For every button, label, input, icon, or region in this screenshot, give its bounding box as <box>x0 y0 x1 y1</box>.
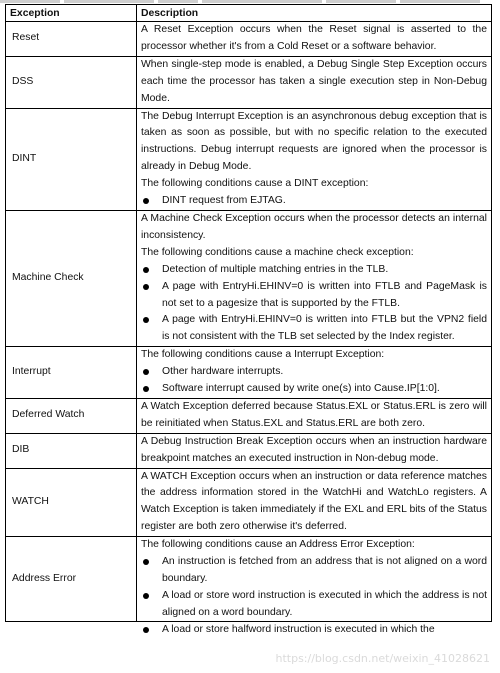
description-paragraph: The following conditions cause an Address Error Exception: <box>141 539 415 551</box>
bullet-dot-icon <box>143 317 149 323</box>
bullet-dot-icon <box>143 559 149 565</box>
bullet-item <box>141 381 487 398</box>
exception-name: WATCH <box>6 468 137 537</box>
exception-description <box>137 537 492 635</box>
description-paragraph: A Machine Check Exception occurs when the processor detects an internal inconsistency. <box>141 212 487 241</box>
exception-description <box>137 210 492 346</box>
bullet-item <box>141 193 487 210</box>
exception-description <box>137 468 492 537</box>
table-row <box>6 56 492 108</box>
description-paragraph: A Reset Exception occurs when the Reset signal is asserted to the processor whether it's from a Cold Reset or a software behavior. <box>141 24 487 52</box>
table-row <box>6 537 492 622</box>
bullet-dot-icon <box>143 267 149 273</box>
exception-description <box>137 108 492 210</box>
exception-description <box>137 22 492 57</box>
exception-description <box>137 398 492 433</box>
header-exception: Exception <box>6 5 137 22</box>
watermark: https://blog.csdn.net/weixin_41028621 <box>275 652 490 665</box>
description-paragraph: When single-step mode is enabled, a Debug Single Step Exception occurs each time the processor has taken a single execution step in Non-Debug Mode. <box>141 58 487 104</box>
exception-name: DIB <box>6 433 137 468</box>
bullet-dot-icon <box>143 593 149 599</box>
bullet-text: A load or store word instruction is executed in which the address is not aligned on a word boundary. <box>162 589 487 618</box>
table-row <box>6 468 492 537</box>
exception-description <box>137 433 492 468</box>
exception-name: Address Error <box>6 537 137 622</box>
exception-name: Interrupt <box>6 347 137 399</box>
bullet-text: A page with EntryHi.EHINV=0 is written into FTLB but the VPN2 field is not consistent with the TLB set selected by the Index register. <box>162 314 487 343</box>
table-body <box>6 22 492 635</box>
table-row <box>6 210 492 346</box>
description-paragraph: A WATCH Exception occurs when an instruction or data reference matches the address information stored in the WatchHi and WatchLo registers. A Watch Exception is taken immediately if the EXL and ERL bits of the Status register are both zero otherwise it's deferred. <box>141 470 487 533</box>
description-paragraph: A Debug Instruction Break Exception occurs when an instruction hardware breakpoint matches an executed instruction in Non-debug mode. <box>141 435 487 464</box>
bullet-item <box>141 279 487 313</box>
description-paragraph: The Debug Interrupt Exception is an asynchronous debug exception that is taken as soon as possible, but with no specific relation to the executed instructions. Debug interrupt requests are ignored when the processor is already in Debug Mode. <box>141 110 487 173</box>
exception-name: Reset <box>6 22 137 57</box>
bullet-item <box>141 364 487 381</box>
bullet-dot-icon <box>143 369 149 375</box>
bullet-dot-icon <box>143 627 149 633</box>
description-paragraph: The following conditions cause a Interrupt Exception: <box>141 349 385 361</box>
bullet-item <box>141 312 487 346</box>
exception-name: Machine Check <box>6 210 137 346</box>
bullet-dot-icon <box>143 284 149 290</box>
exception-description <box>137 56 492 108</box>
table-row <box>6 108 492 210</box>
exception-name: DINT <box>6 108 137 210</box>
bullet-text: A page with EntryHi.EHINV=0 is written into FTLB and PageMask is not set to a pagesize that is supported by the FTLB. <box>162 280 487 309</box>
table-row <box>6 398 492 433</box>
description-paragraph: The following conditions cause a DINT exception: <box>141 178 369 190</box>
bullet-item <box>141 588 487 622</box>
bullet-dot-icon <box>143 198 149 204</box>
table-row <box>6 433 492 468</box>
bullet-text: Detection of multiple matching entries in the TLB. <box>162 263 389 275</box>
bullet-text: Software interrupt caused by write one(s) into Cause.IP[1:0]. <box>162 383 440 395</box>
bullet-dot-icon <box>143 386 149 392</box>
table-header-row <box>6 5 492 22</box>
bullet-text: A load or store halfword instruction is executed in which the <box>162 623 435 635</box>
description-paragraph: A Watch Exception deferred because Status.EXL or Status.ERL is zero will be reinitiated when Status.EXL and Status.ERL are both zero. <box>141 400 487 429</box>
bullet-item <box>141 262 487 279</box>
bullet-text: DINT request from EJTAG. <box>162 195 286 207</box>
table-row <box>6 347 492 399</box>
exception-description <box>137 347 492 399</box>
description-paragraph: The following conditions cause a machine check exception: <box>141 246 414 258</box>
header-description: Description <box>137 5 492 22</box>
exception-table <box>5 4 492 635</box>
bullet-text: Other hardware interrupts. <box>162 366 284 378</box>
bullet-text: An instruction is fetched from an address that is not aligned on a word boundary. <box>162 556 487 584</box>
bullet-item <box>141 622 487 639</box>
table-row <box>6 22 492 57</box>
bullet-item <box>141 554 487 588</box>
exception-name: DSS <box>6 56 137 108</box>
exception-name: Deferred Watch <box>6 398 137 433</box>
